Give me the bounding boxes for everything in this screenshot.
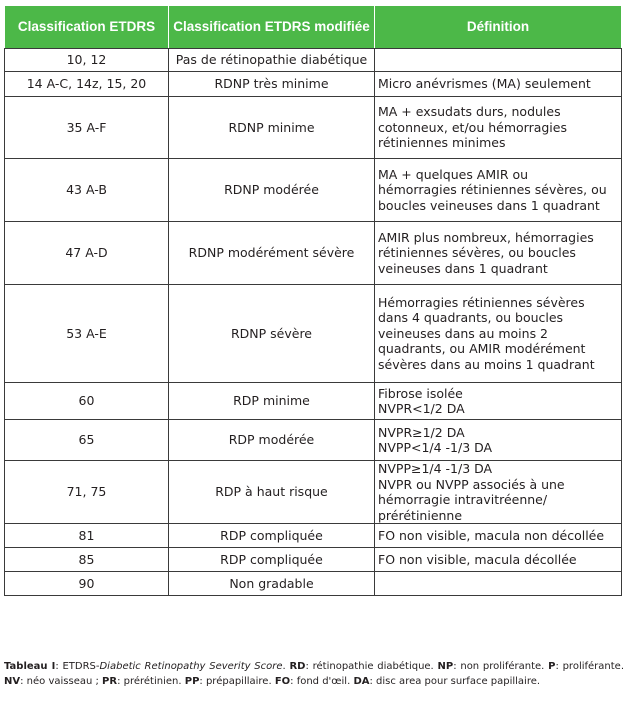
table-row <box>5 285 622 383</box>
cell-definition <box>375 97 622 159</box>
header-modified: Classification ETDRS modifiée <box>169 6 375 49</box>
caption-meaning: : néo vaisseau ; <box>20 675 103 687</box>
definition-line: FO non visible, macula non décollée <box>378 527 605 543</box>
caption-meaning: : prérétinien. <box>117 675 185 687</box>
cell-modified: RDP compliquée <box>169 548 375 572</box>
definition-line: Micro anévrismes (MA) seulement <box>378 76 591 92</box>
table-caption: Tableau I: ETDRS-Diabetic Retinopathy Severity Score. RD: rétinopathie diabétique. NP: non proliférante. P: proliférante. NV: néo vaisseau ; PR: prérétinien. PP: prépapillaire. FO: fond d'œil. DA: disc area pour surface papillaire. <box>4 661 625 687</box>
cell-etdrs: 35 A-F <box>5 97 169 159</box>
table-row <box>5 72 622 97</box>
caption-meaning: : prépapillaire. <box>199 675 275 687</box>
table-row <box>5 420 622 461</box>
definition-line: NVPR<1/2 DA <box>378 401 465 416</box>
table-row <box>5 159 622 222</box>
cell-modified: RDP modérée <box>169 420 375 461</box>
cell-etdrs: 43 A-B <box>5 159 169 222</box>
table-row <box>5 461 622 524</box>
definition-line: FO non visible, macula décollée <box>378 551 577 567</box>
table-row <box>5 383 622 420</box>
table-body <box>5 49 622 596</box>
definition-line: MA + exsudats durs, nodules <box>378 104 561 120</box>
cell-modified: RDNP modérée <box>169 159 375 222</box>
cell-modified: RDP compliquée <box>169 524 375 548</box>
table-header-row <box>5 6 622 49</box>
caption-abbr: NV <box>4 675 21 687</box>
definition-line: NVPP≥1/4 -1/3 DA <box>378 461 493 476</box>
cell-modified: RDP à haut risque <box>169 461 375 524</box>
table-row <box>5 524 622 548</box>
caption-meaning: : fond d'œil. <box>290 675 354 687</box>
etdrs-table <box>4 5 622 596</box>
definition-line: NVPR ou NVPP associés à une <box>378 476 565 492</box>
cell-etdrs: 71, 75 <box>5 461 169 524</box>
cell-modified: RDNP sévère <box>169 285 375 383</box>
cell-definition <box>375 159 622 222</box>
caption-meaning: : rétinopathie diabétique. <box>305 661 438 672</box>
definition-line: dans 4 quadrants, ou boucles <box>378 310 564 326</box>
cell-modified: RDNP très minime <box>169 72 375 97</box>
cell-modified: RDP minime <box>169 383 375 420</box>
definition-line: hémorragies rétiniennes sévères, ou <box>378 182 607 198</box>
cell-definition <box>375 383 622 420</box>
cell-etdrs: 14 A-C, 14z, 15, 20 <box>5 72 169 97</box>
header-etdrs: Classification ETDRS <box>5 6 169 49</box>
table-row <box>5 548 622 572</box>
definition-line: Hémorragies rétiniennes sévères <box>378 294 585 310</box>
cell-etdrs: 60 <box>5 383 169 420</box>
cell-definition <box>375 572 622 596</box>
cell-modified: Non gradable <box>169 572 375 596</box>
cell-etdrs: 65 <box>5 420 169 461</box>
cell-etdrs: 53 A-E <box>5 285 169 383</box>
cell-definition <box>375 420 622 461</box>
caption-meaning: : disc area pour surface papillaire. <box>369 675 541 687</box>
caption-abbr: FO <box>274 675 291 687</box>
cell-definition <box>375 548 622 572</box>
caption-meaning: : non proliférante. <box>453 661 549 672</box>
cell-etdrs: 81 <box>5 524 169 548</box>
cell-definition <box>375 72 622 97</box>
cell-definition <box>375 524 622 548</box>
caption-abbr: PR <box>102 675 118 687</box>
definition-line: boucles veineuses dans 1 quadrant <box>378 197 600 213</box>
cell-modified: RDNP modérément sévère <box>169 222 375 285</box>
cell-etdrs: 47 A-D <box>5 222 169 285</box>
cell-definition <box>375 461 622 524</box>
cell-definition <box>375 285 622 383</box>
caption-meaning: : proliférante. <box>555 661 625 672</box>
definition-line: NVPR≥1/2 DA <box>378 424 465 440</box>
table-row <box>5 49 622 72</box>
definition-line: quadrants, ou AMIR modérément <box>378 341 586 357</box>
cell-etdrs: 90 <box>5 572 169 596</box>
definition-line: cotonneux, et/ou hémorragies <box>378 119 567 135</box>
caption-title: Diabetic Retinopathy Severity Score <box>99 661 283 672</box>
cell-modified: Pas de rétinopathie diabétique <box>169 49 375 72</box>
cell-etdrs: 10, 12 <box>5 49 169 72</box>
caption-abbr: PP <box>184 675 200 687</box>
definition-line: hémorragie intravitréenne/ <box>378 492 548 507</box>
cell-modified: RDNP minime <box>169 97 375 159</box>
caption-abbr: P <box>548 661 556 672</box>
definition-line: prérétinienne <box>378 507 463 523</box>
table-row <box>5 222 622 285</box>
caption-abbr: NP <box>437 661 454 672</box>
header-definition: Définition <box>375 6 622 49</box>
caption-abbr: RD <box>289 661 306 672</box>
caption-intro: : ETDRS- <box>55 661 100 672</box>
definition-line: sévères dans au moins 1 quadrant <box>378 356 595 372</box>
definition-line: Fibrose isolée <box>378 385 463 401</box>
caption-abbr: DA <box>353 675 370 687</box>
table-row <box>5 572 622 596</box>
caption-label: Tableau I <box>4 661 56 672</box>
definition-line: rétiniennes sévères, ou boucles <box>378 245 576 261</box>
definition-line: veineuses dans 1 quadrant <box>378 260 548 276</box>
definition-line: MA + quelques AMIR ou <box>378 166 529 182</box>
definition-line: veineuses dans au moins 2 <box>378 325 549 341</box>
definition-line: AMIR plus nombreux, hémorragies <box>378 229 594 245</box>
table-row <box>5 97 622 159</box>
cell-etdrs: 85 <box>5 548 169 572</box>
definition-line: rétiniennes minimes <box>378 135 506 151</box>
cell-definition <box>375 49 622 72</box>
cell-definition <box>375 222 622 285</box>
definition-line: NVPP<1/4 -1/3 DA <box>378 440 493 455</box>
